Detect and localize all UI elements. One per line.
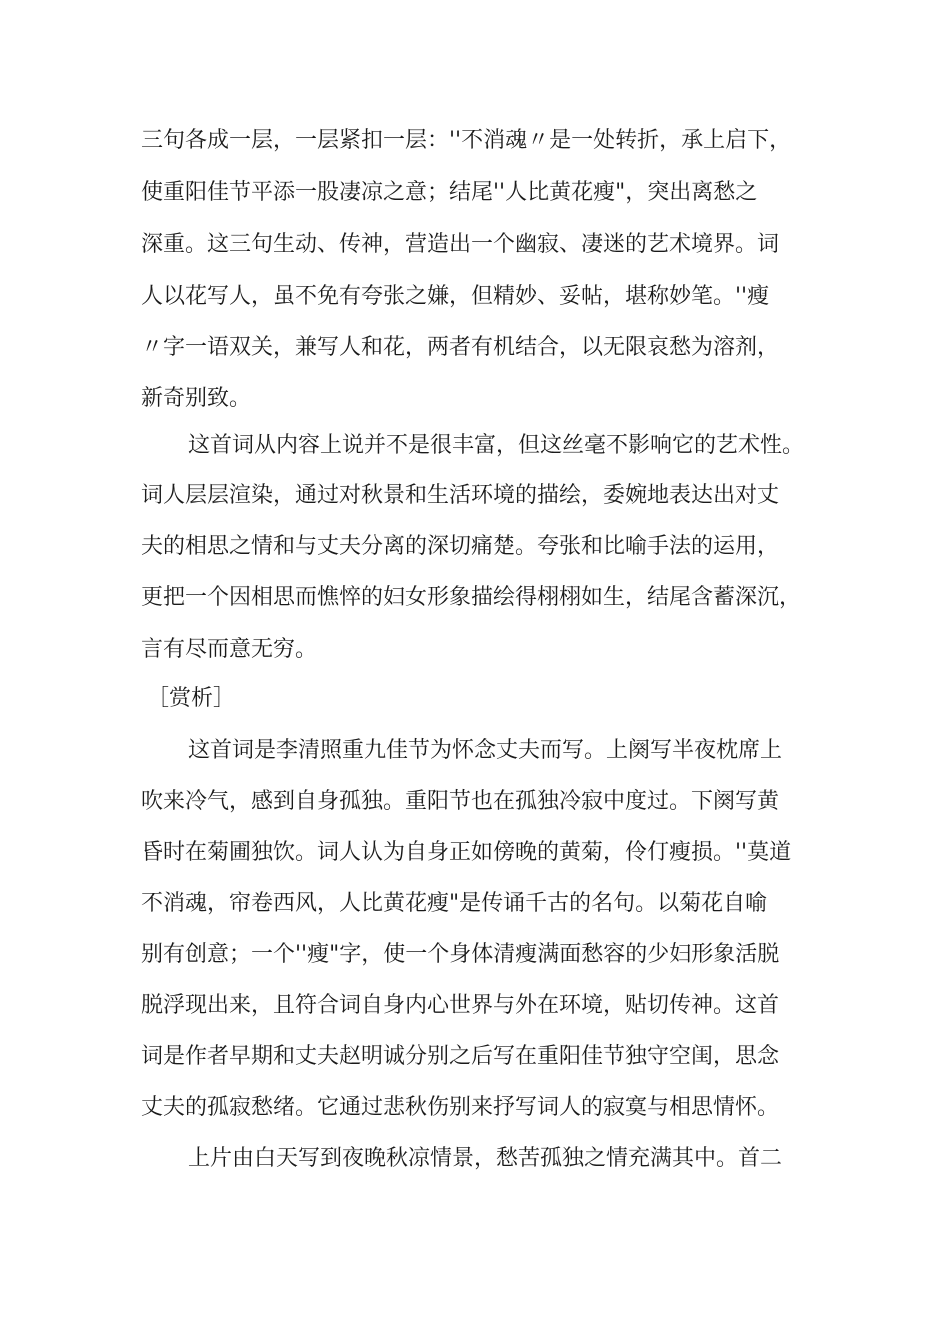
paragraph-first-line: 这首词是李清照重九佳节为怀念丈夫而写。上阕写半夜枕席上 [188,738,783,763]
text-line: 词是作者早期和丈夫赵明诚分别之后写在重阳佳节独守空闺，思念 [141,1044,780,1069]
text-line: 人以花写人，虽不免有夸张之嫌，但精妙、妥帖，堪称妙笔。''瘦 [141,284,770,309]
paragraph-first-line: 这首词从内容上说并不是很丰富，但这丝毫不影响它的艺术性。 [188,433,805,458]
text-line: 别有创意；一个''瘦"字，使一个身体清瘦满面愁容的少妇形象活脱 [141,942,780,967]
text-line: 言有尽而意无穷。 [141,637,318,662]
section-heading: ［赏析］ [147,686,236,711]
text-line: 丈夫的孤寂愁绪。它通过悲秋伤别来抒写词人的寂寞与相思情怀。 [141,1095,780,1120]
text-line: 昏时在菊圃独饮。词人认为自身正如傍晚的黄菊，伶仃瘦损。''莫道 [141,840,792,865]
text-line: 使重阳佳节平添一股凄凉之意；结尾''人比黄花瘦"，突出离愁之 [141,180,758,205]
text-line: 更把一个因相思而憔悴的妇女形象描绘得栩栩如生，结尾含蓄深沉， [141,585,802,610]
paragraph-first-line: 上片由白天写到夜晚秋凉情景，愁苦孤独之情充满其中。首二 [188,1146,783,1171]
text-line: 夫的相思之情和与丈夫分离的深切痛楚。夸张和比喻手法的运用， [141,534,780,559]
text-line: 新奇别致。 [141,386,252,411]
text-line: 词人层层渲染，通过对秋景和生活环境的描绘，委婉地表达出对丈 [141,483,780,508]
text-line: 吹来冷气，感到自身孤独。重阳节也在孤独冷寂中度过。下阕写黄 [141,789,780,814]
text-line: 不消魂，帘卷西风，人比黄花瘦"是传诵千古的名句。以菊花自喻 [141,891,768,916]
text-line: 脱浮现出来，且符合词自身内心世界与外在环境，贴切传神。这首 [141,993,780,1018]
text-line: 〃字一语双关，兼写人和花，两者有机结合，以无限哀愁为溶剂， [141,335,780,360]
text-line: 三句各成一层，一层紧扣一层：''不消魂〃是一处转折，承上启下， [141,128,792,153]
text-line: 深重。这三句生动、传神，营造出一个幽寂、凄迷的艺术境界。词 [141,232,780,257]
